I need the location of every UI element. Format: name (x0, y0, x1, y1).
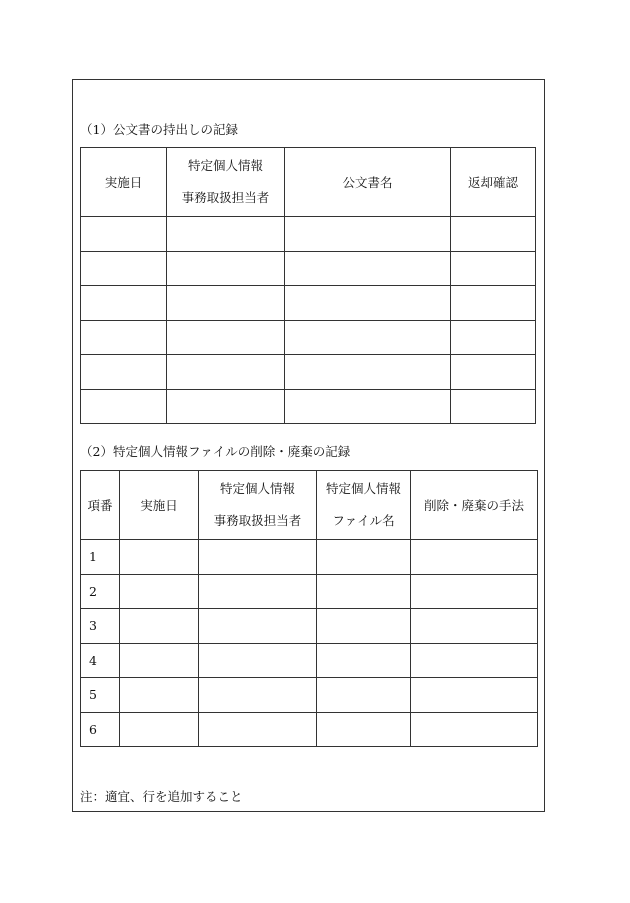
header-person-line2: 事務取扱担当者 (181, 190, 270, 205)
cell-return-check[interactable] (451, 251, 536, 286)
header-file-line2: ファイル名 (332, 513, 395, 528)
table-row (81, 286, 536, 321)
cell-person[interactable] (199, 609, 317, 644)
cell-date[interactable] (81, 286, 167, 321)
cell-person[interactable] (167, 286, 285, 321)
table-row (81, 217, 536, 252)
cell-item-no: 6 (81, 712, 120, 747)
cell-person[interactable] (167, 355, 285, 390)
cell-method[interactable] (411, 540, 538, 575)
cell-date[interactable] (120, 643, 199, 678)
cell-person[interactable] (167, 217, 285, 252)
cell-date[interactable] (81, 355, 167, 390)
header-person (199, 471, 317, 540)
header-doc-name: 公文書名 (285, 148, 451, 217)
header-method: 削除・廃棄の手法 (411, 471, 538, 540)
cell-item-no: 1 (81, 540, 120, 575)
cell-date[interactable] (81, 389, 167, 424)
table-row (81, 609, 538, 644)
header-date: 実施日 (120, 471, 199, 540)
cell-method[interactable] (411, 609, 538, 644)
header-file-name (317, 471, 411, 540)
cell-return-check[interactable] (451, 320, 536, 355)
cell-file-name[interactable] (317, 540, 411, 575)
cell-item-no: 5 (81, 678, 120, 713)
cell-person[interactable] (199, 574, 317, 609)
cell-method[interactable] (411, 712, 538, 747)
cell-doc-name[interactable] (285, 355, 451, 390)
table-header-row (81, 148, 536, 217)
cell-item-no: 4 (81, 643, 120, 678)
cell-item-no: 2 (81, 574, 120, 609)
takeout-record-table (80, 147, 536, 424)
cell-doc-name[interactable] (285, 389, 451, 424)
deletion-record-table (80, 470, 538, 747)
cell-doc-name[interactable] (285, 286, 451, 321)
header-person-line2: 事務取扱担当者 (213, 513, 302, 528)
header-item-no: 項番 (81, 471, 120, 540)
cell-doc-name[interactable] (285, 217, 451, 252)
cell-file-name[interactable] (317, 643, 411, 678)
cell-file-name[interactable] (317, 609, 411, 644)
cell-date[interactable] (81, 251, 167, 286)
cell-person[interactable] (199, 643, 317, 678)
table-row (81, 355, 536, 390)
cell-return-check[interactable] (451, 389, 536, 424)
cell-person[interactable] (167, 320, 285, 355)
cell-return-check[interactable] (451, 217, 536, 252)
cell-file-name[interactable] (317, 712, 411, 747)
cell-return-check[interactable] (451, 355, 536, 390)
table-header-row (81, 471, 538, 540)
cell-person[interactable] (199, 540, 317, 575)
cell-doc-name[interactable] (285, 251, 451, 286)
header-file-line1: 特定個人情報 (325, 481, 401, 496)
table-row (81, 251, 536, 286)
header-person (167, 148, 285, 217)
cell-method[interactable] (411, 574, 538, 609)
header-return-check: 返却確認 (451, 148, 536, 217)
table-row (81, 389, 536, 424)
cell-person[interactable] (167, 389, 285, 424)
table-row (81, 712, 538, 747)
cell-date[interactable] (120, 609, 199, 644)
cell-person[interactable] (199, 678, 317, 713)
cell-date[interactable] (81, 320, 167, 355)
cell-method[interactable] (411, 678, 538, 713)
cell-date[interactable] (120, 678, 199, 713)
header-person-line1: 特定個人情報 (187, 158, 263, 173)
header-person-line1: 特定個人情報 (219, 481, 295, 496)
cell-file-name[interactable] (317, 678, 411, 713)
cell-method[interactable] (411, 643, 538, 678)
table-row (81, 540, 538, 575)
cell-item-no: 3 (81, 609, 120, 644)
cell-return-check[interactable] (451, 286, 536, 321)
cell-doc-name[interactable] (285, 320, 451, 355)
cell-date[interactable] (120, 540, 199, 575)
section2-title: （2）特定個人情報ファイルの削除・廃棄の記録 (80, 444, 351, 459)
cell-person[interactable] (199, 712, 317, 747)
cell-date[interactable] (81, 217, 167, 252)
table-row (81, 574, 538, 609)
table-row (81, 678, 538, 713)
cell-file-name[interactable] (317, 574, 411, 609)
table-row (81, 643, 538, 678)
cell-date[interactable] (120, 574, 199, 609)
cell-date[interactable] (120, 712, 199, 747)
section1-title: （1）公文書の持出しの記録 (80, 122, 238, 137)
cell-person[interactable] (167, 251, 285, 286)
footnote: 注：適宜、行を追加すること (80, 789, 243, 804)
table-row (81, 320, 536, 355)
header-date: 実施日 (81, 148, 167, 217)
